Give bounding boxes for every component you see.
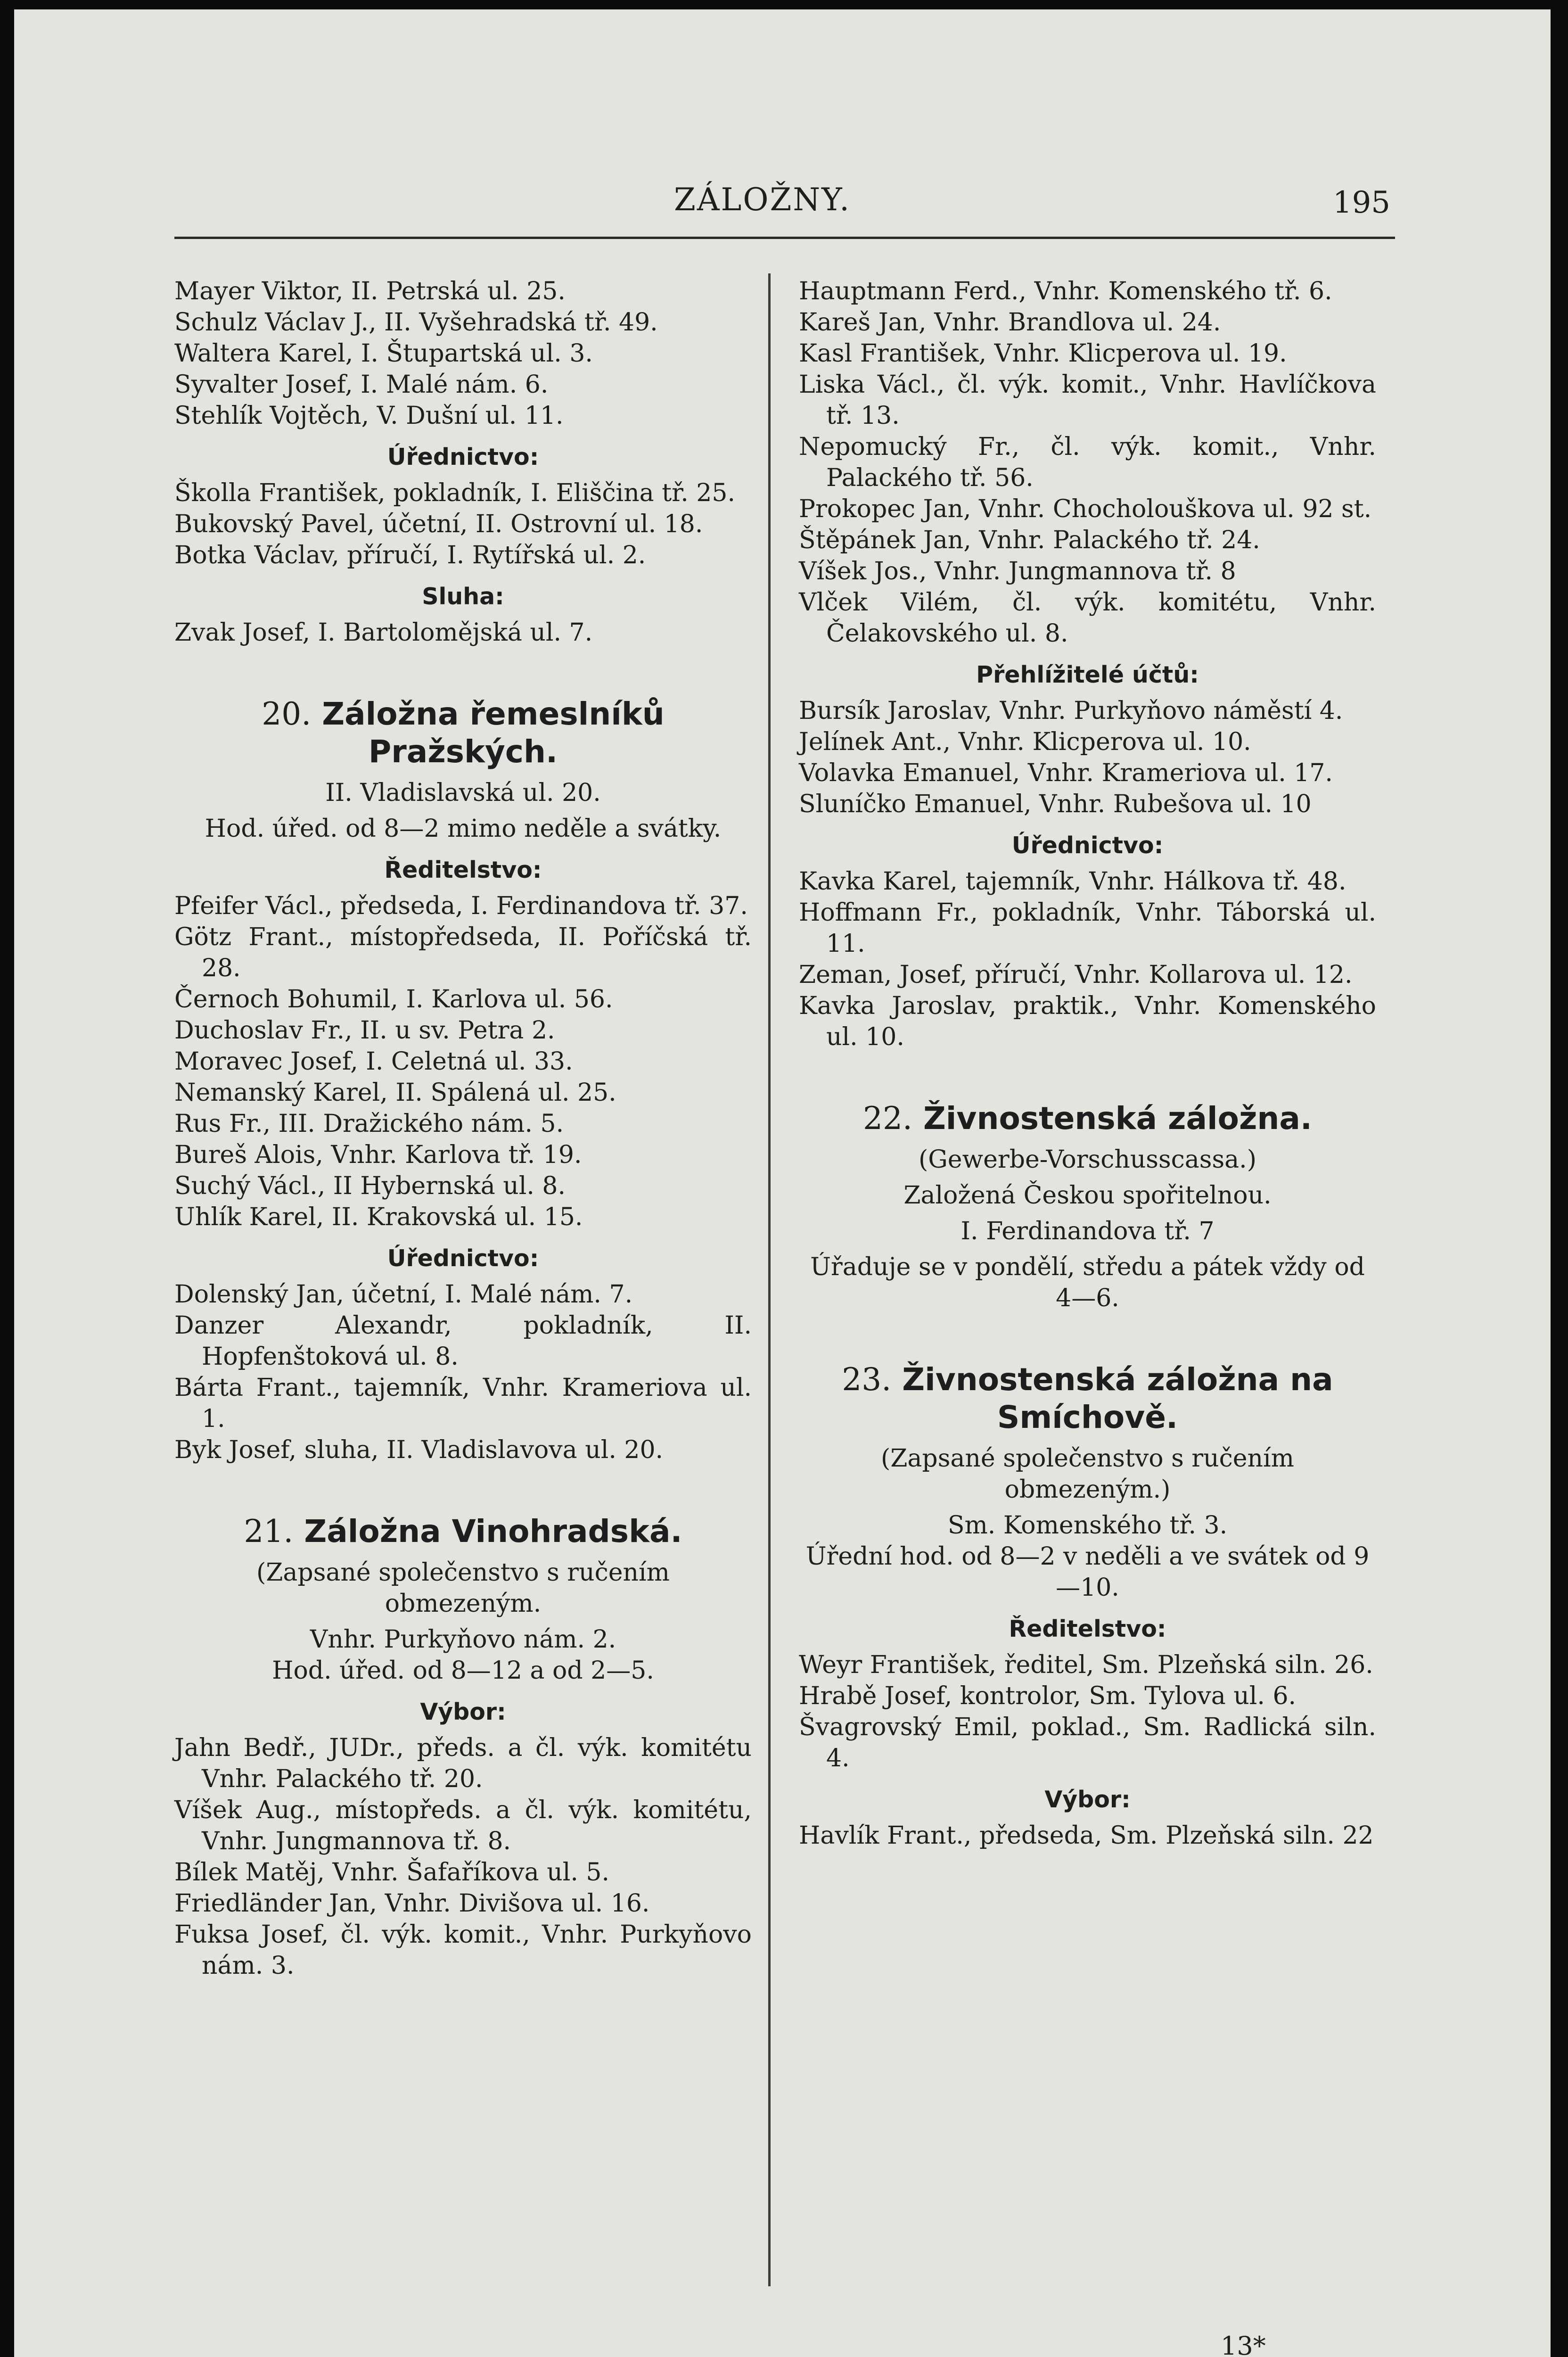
entry: Fuksa Josef, čl. výk. komit., Vnhr. Purkyňovo nám. 3. — [174, 1920, 752, 1980]
entry: Vlček Vilém, čl. výk. komitétu, Vnhr. Čelakovského ul. 8. — [799, 588, 1376, 648]
legal-note: (Gewerbe-Vorschusscassa.) — [918, 1146, 1256, 1174]
entry: Rus Fr., III. Dražického nám. 5. — [174, 1110, 564, 1138]
section-number: 21. — [244, 1513, 294, 1549]
entry: Bílek Matěj, Vnhr. Šafaříkova ul. 5. — [174, 1858, 609, 1887]
entry: Kavka Jaroslav, praktik., Vnhr. Komenského ul. 10. — [799, 992, 1376, 1051]
header-rule — [174, 237, 1395, 239]
office-hours: Hod. úřed. od 8—2 mimo neděle a svátky. — [205, 815, 722, 843]
entry: Dolenský Jan, účetní, I. Malé nám. 7. — [174, 1280, 633, 1309]
page-header — [174, 177, 1390, 243]
entry: Švagrovský Emil, poklad., Sm. Radlická siln. 4. — [799, 1713, 1376, 1772]
entry: Hrabě Josef, kontrolor, Sm. Tylova ul. 6. — [799, 1682, 1297, 1710]
entry: Stehlík Vojtěch, V. Dušní ul. 11. — [174, 402, 564, 430]
entry: Liska Václ., čl. výk. komit., Vnhr. Havlíčkova tř. 13. — [799, 371, 1376, 430]
entry: Štěpánek Jan, Vnhr. Palackého tř. 24. — [799, 526, 1260, 554]
entry: Mayer Viktor, II. Petrská ul. 25. — [174, 277, 566, 305]
entry: Jahn Bedř., JUDr., předs. a čl. výk. komitétu Vnhr. Palackého tř. 20. — [174, 1734, 752, 1793]
entry: Bárta Frant., tajemník, Vnhr. Krameriova ul. 1. — [174, 1374, 752, 1433]
address: Sm. Komenského tř. 3. — [947, 1511, 1228, 1540]
address: II. Vladislavská ul. 20. — [325, 779, 601, 807]
entry: Zvak Josef, I. Bartolomějská ul. 7. — [174, 618, 593, 647]
entry: Hauptmann Ferd., Vnhr. Komenského tř. 6. — [799, 277, 1332, 305]
section-name: Živnostenská záložna. — [923, 1100, 1312, 1137]
section-name: Záložna řemeslníků Pražských. — [322, 696, 665, 770]
entry: Schulz Václav J., II. Vyšehradská tř. 49. — [174, 308, 658, 337]
entry: Volavka Emanuel, Vnhr. Krameriova ul. 17. — [799, 759, 1333, 787]
section-title — [174, 1513, 752, 1550]
entry: Školla František, pokladník, I. Eliščina tř. 25. — [174, 479, 736, 507]
founded-note: Založená Českou spořitelnou. — [903, 1181, 1272, 1210]
subheading: Úřednictvo: — [387, 444, 539, 470]
section-title — [174, 695, 752, 771]
subheading: Úřednictvo: — [387, 1245, 539, 1272]
entry: Byk Josef, sluha, II. Vladislavova ul. 20. — [174, 1436, 664, 1464]
subheading: Úřednictvo: — [1011, 832, 1164, 859]
entry: Sluníčko Emanuel, Vnhr. Rubešova ul. 10 — [799, 790, 1312, 818]
entry: Duchoslav Fr., II. u sv. Petra 2. — [174, 1016, 555, 1045]
office-hours: Hod. úřed. od 8—12 a od 2—5. — [272, 1656, 654, 1685]
entry: Botka Václav, příručí, I. Rytířská ul. 2. — [174, 541, 646, 569]
book-page — [14, 9, 1551, 2357]
section-number: 20. — [262, 696, 312, 732]
entry: Havlík Frant., předseda, Sm. Plzeňská siln. 22 — [799, 1821, 1374, 1850]
entry: Friedländer Jan, Vnhr. Divišova ul. 16. — [174, 1889, 650, 1918]
entry: Uhlík Karel, II. Krakovská ul. 15. — [174, 1203, 583, 1231]
entry: Zeman, Josef, příručí, Vnhr. Kollarova ul. 12. — [799, 961, 1353, 989]
subheading: Výbor: — [420, 1698, 506, 1725]
entry: Víšek Jos., Vnhr. Jungmannova tř. 8 — [799, 557, 1236, 585]
entry: Bursík Jaroslav, Vnhr. Purkyňovo náměstí 4. — [799, 697, 1343, 725]
office-hours: Úřaduje se v pondělí, středu a pátek vždy od 4—6. — [810, 1253, 1365, 1312]
entry: Weyr František, ředitel, Sm. Plzeňská siln. 26. — [799, 1651, 1373, 1679]
address: I. Ferdinandova tř. 7 — [961, 1217, 1215, 1245]
entry: Götz Frant., místopředseda, II. Poříčská tř. 28. — [174, 923, 752, 982]
subheading: Výbor: — [1044, 1786, 1131, 1813]
entry: Černoch Bohumil, I. Karlova ul. 56. — [174, 985, 613, 1014]
section-number: 23. — [842, 1361, 892, 1398]
entry: Kareš Jan, Vnhr. Brandlova ul. 24. — [799, 308, 1221, 337]
entry-list — [174, 276, 752, 431]
entry: Bureš Alois, Vnhr. Karlova tř. 19. — [174, 1141, 582, 1169]
entry: Waltera Karel, I. Štupartská ul. 3. — [174, 339, 593, 368]
subheading: Sluha: — [422, 583, 504, 610]
entry: Moravec Josef, I. Celetná ul. 33. — [174, 1047, 573, 1076]
section-name: Záložna Vinohradská. — [304, 1513, 682, 1549]
section-title — [799, 1100, 1376, 1137]
right-column — [799, 276, 1376, 1851]
entry: Hoffmann Fr., pokladník, Vnhr. Táborská ul. 11. — [799, 898, 1376, 958]
legal-note: (Zapsané společenstvo s ručením obmezeným. — [256, 1558, 670, 1618]
subheading: Přehlížitelé účtů: — [976, 661, 1199, 688]
section-number: 22. — [863, 1100, 912, 1137]
section-name: Živnostenská záložna na Smíchově. — [902, 1361, 1333, 1435]
entry: Víšek Aug., místopředs. a čl. výk. komitétu, Vnhr. Jungmannova tř. 8. — [174, 1796, 752, 1855]
page-number: 195 — [1332, 185, 1390, 220]
running-title: ZÁLOŽNY. — [674, 181, 851, 218]
subheading: Ředitelstvo: — [384, 857, 542, 883]
entry: Bukovský Pavel, účetní, II. Ostrovní ul. 18. — [174, 510, 703, 538]
entry: Suchý Václ., II Hybernská ul. 8. — [174, 1172, 566, 1200]
entry: Nemanský Karel, II. Spálená ul. 25. — [174, 1079, 616, 1107]
entry: Danzer Alexandr, pokladník, II. Hopfenštoková ul. 8. — [174, 1311, 752, 1371]
column-divider — [768, 273, 771, 2286]
left-column — [174, 276, 752, 1981]
entry: Prokopec Jan, Vnhr. Chocholouškova ul. 92 st. — [799, 495, 1372, 523]
section-title — [799, 1361, 1376, 1436]
signature-mark: 13* — [1221, 2331, 1266, 2357]
entry: Pfeifer Václ., předseda, I. Ferdinandova tř. 37. — [174, 892, 748, 920]
address: Vnhr. Purkyňovo nám. 2. — [310, 1625, 616, 1654]
entry: Kasl František, Vnhr. Klicperova ul. 19. — [799, 339, 1287, 368]
entry: Kavka Karel, tajemník, Vnhr. Hálkova tř. 48. — [799, 867, 1346, 896]
entry: Jelínek Ant., Vnhr. Klicperova ul. 10. — [799, 728, 1251, 756]
entry: Syvalter Josef, I. Malé nám. 6. — [174, 371, 549, 399]
legal-note: (Zapsané společenstvo s ručením obmezeným.) — [881, 1444, 1294, 1504]
subheading: Ředitelstvo: — [1009, 1615, 1166, 1642]
office-hours: Úřední hod. od 8—2 v neděli a ve svátek od 9—10. — [805, 1542, 1370, 1602]
entry: Nepomucký Fr., čl. výk. komit., Vnhr. Palackého tř. 56. — [799, 433, 1376, 492]
